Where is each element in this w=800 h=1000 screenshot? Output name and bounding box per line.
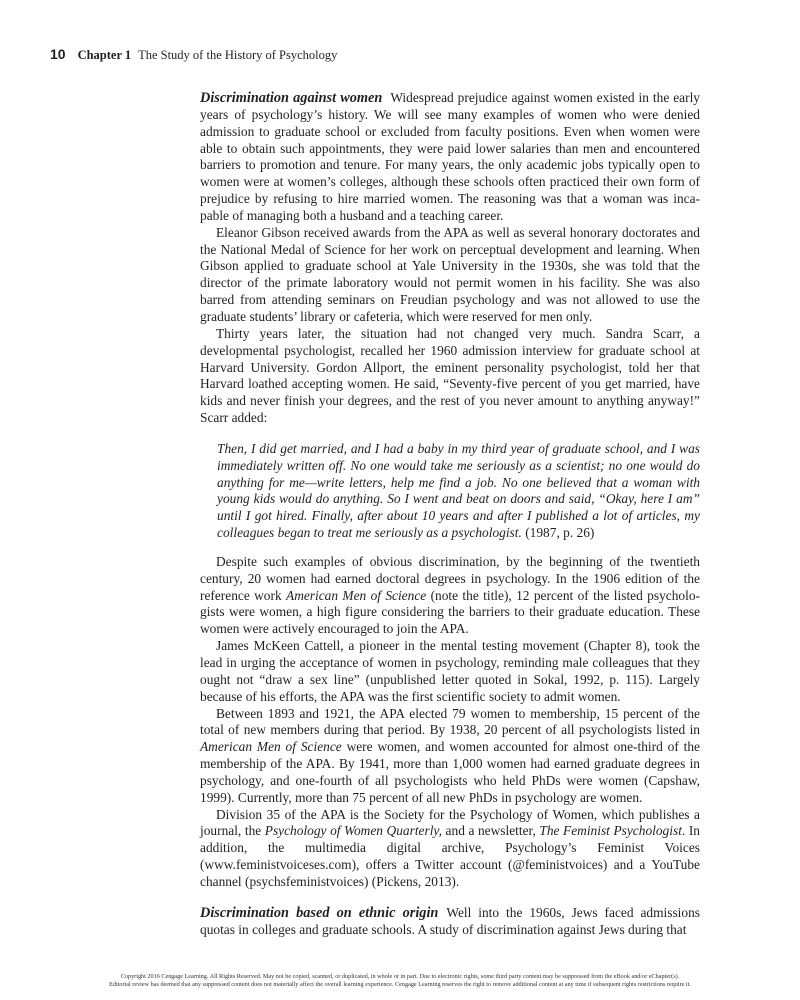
copyright-footer: Copyright 2016 Cengage Learning. All Rights Reserved. May not be copied, scanned, or duplicated, in whole or in part. Due to electronic rights, some third party content may be suppressed from the eBook and/or eChapter(s). Editorial review has deemed that any suppressed content does not materially affect the overall learning experience. Cengage Learning reserves the right to remove additional content at any time if subsequent rights restrictions require it. (109, 973, 691, 988)
women-paragraph-1: Discrimination against women Widespread prejudice against women existed in the early years of psychology’s history. We will see many examples of women who were denied admission to graduate school or excluded from faculty positions. Even when women were able to obtain such appointments, they were paid lower salaries than men and encountered barriers to promotion and tenure. For many years, the only academic jobs typically open to women were at women’s colleges, although these schools often practiced their own form of prejudice by refusing to hire married women. The reasoning was that a woman was incapable of managing both a husband and a teaching career. (200, 90, 700, 223)
page-number: 10 (50, 46, 66, 62)
women-paragraph-2: Eleanor Gibson received awards from the APA as well as several honorary doctorates and the National Medal of Science for her work on perceptual development and learning. When Gibson applied to graduate school at Yale University in the 1930s, she was told that the director of the primate laboratory would not permit women in his facility. She was also barred from attending seminars on Freudian psychology and was not allowed to use the graduate students’ library or cafeteria, which were reserved for men only. (200, 224, 700, 324)
women-paragraph-5: James McKeen Cattell, a pioneer in the mental testing movement (Chapter 8), took the lead in urging the acceptance of women in psychology, reminding male colleagues that they ought not “draw a sex line” (unpublished letter quoted in Sokal, 1992, p. 115). Largely because of his efforts, the APA was the first scientific society to admit women. (200, 638, 700, 704)
ethnic-paragraph-1: Discrimination based on ethnic origin Well into the 1960s, Jews faced admissions quotas in colleges and graduate schools. A study of discrimination against Jews during that (200, 904, 700, 937)
section-heading-women: Discrimination against women (200, 90, 383, 106)
women-paragraph-6: Between 1893 and 1921, the APA elected 79 women to membership, 15 percent of the total of new members during that period. By 1938, 20 percent of all psychologists listed in American Men of Science were women, and women accounted for almost one-third of the membership of the APA. By 1941, more than 1,000 women had earned graduate degrees in psychology, and one-fourth of all psychologists who held PhDs were women (Capshaw, 1999). Currently, more than 75 percent of all new PhDs in psychology are women. (200, 705, 700, 805)
quote-citation: (1987, p. 26) (525, 525, 595, 541)
chapter-title: The Study of the History of Psychology (138, 48, 338, 62)
chapter-label: Chapter 1 (77, 48, 132, 62)
running-head (50, 46, 750, 63)
women-paragraph-7: Division 35 of the APA is the Society for the Psychology of Women, which publishes a journal, the Psychology of Women Quarterly, and a newsletter, The Feminist Psychologist. In addition, the multimedia digital archive, Psychology’s Feminist Voices (www.feministvoiceses.com), offers a Twitter account (@feministvoices) and a YouTube channel (psychsfeministvoices) (Pickens, 2013). (200, 806, 700, 889)
women-paragraph-3: Thirty years later, the situation had not changed very much. Sandra Scarr, a developmental psychologist, recalled her 1960 admission interview for graduate school at Harvard University. Gordon Allport, the eminent personality psychologist, told her that Harvard loathed accepting women. He said, “Seventy-five percent of you get married, have kids and never finish your degrees, and the rest of you never amount to anything anyway!” Scarr added: (200, 325, 700, 426)
main-text (200, 90, 700, 939)
section-heading-ethnic: Discrimination based on ethnic origin (200, 904, 439, 921)
women-paragraph-4: Despite such examples of obvious discrimination, by the beginning of the twentieth century, 20 women had earned doctoral degrees in psychology. In the 1906 edition of the reference work American Men of Science (note the title), 12 percent of the listed psychologists were women, a high figure considering the barriers to their graduate education. These women were actively encouraged to join the APA. (200, 553, 700, 637)
block-quote: Then, I did get married, and I had a baby in my third year of graduate school, and I was immediately written off. No one would take me seriously as a scientist; no one would do anything for me—write letters, help me find a job. No one believed that a woman with young kids would do anything. So I went and beat on doors and said, “Okay, here I am” until I got hired. Finally, after about 10 years and after I published a lot of articles, my colleagues began to treat me seriously as a psychologist. (1987, p. 26) (217, 440, 700, 541)
